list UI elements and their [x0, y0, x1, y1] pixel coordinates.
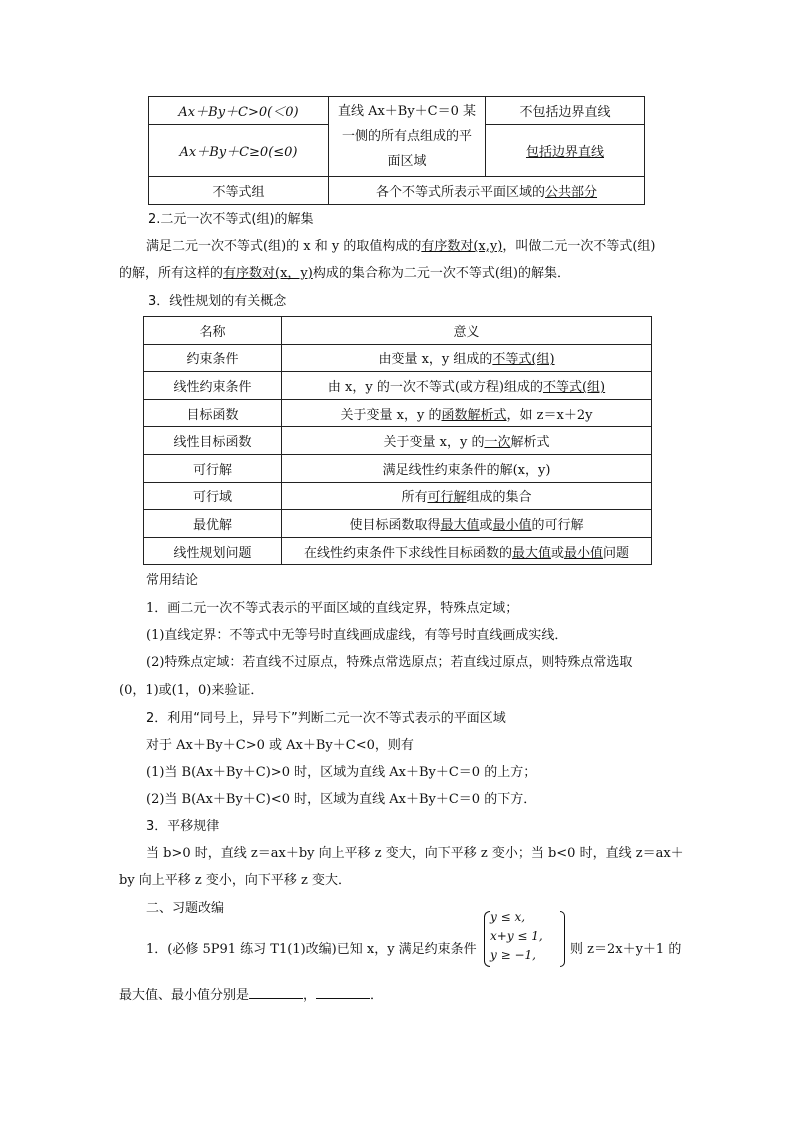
table-row	[144, 454, 652, 482]
text: 满足二元一次不等式(组)的 x 和 y 的取值构成的	[146, 239, 422, 254]
table-row	[144, 372, 652, 400]
text: 在线性约束条件下求线性目标函数的	[303, 545, 512, 561]
table-row	[149, 97, 645, 125]
text: ．	[370, 988, 384, 1003]
paragraph-line: by 向上平移 z 变小，向下平移 z 变大．	[119, 873, 352, 888]
text: 使目标函数取得	[349, 517, 441, 533]
term-cell: 可行解	[144, 454, 282, 482]
text: 满足线性约束条件的解(x，y)	[382, 462, 551, 478]
table-header-cell: 意义	[282, 317, 652, 345]
section-heading: 3．线性规划的有关概念	[148, 294, 287, 309]
term-cell: 线性规划问题	[144, 537, 282, 565]
meaning-cell	[282, 427, 652, 455]
text: ，叫做二元一次不等式(组)	[502, 239, 656, 254]
meaning-cell	[282, 537, 652, 565]
text: 组成的集合	[466, 490, 532, 506]
cell-underlined: 公共部分	[545, 185, 598, 200]
table-cell: 不等式组	[149, 177, 329, 205]
question-text: 1．(必修 5P91 练习 T1(1)改编)已知 x，y 满足约束条件	[146, 942, 477, 957]
table-row	[144, 510, 652, 538]
section-heading: 2.二元一次不等式(组)的解集	[148, 212, 314, 227]
table-row	[144, 399, 652, 427]
text: 所有	[401, 490, 428, 506]
table-cell-merged	[329, 97, 486, 177]
text: 问题	[603, 545, 630, 561]
paragraph-line: (1)当 B(Ax＋By＋C)>0 时，区域为直线 Ax＋By＋C＝0 的上方；	[146, 765, 537, 780]
brace-right	[560, 911, 565, 967]
table-header-cell: 名称	[144, 317, 282, 345]
concept-table	[143, 316, 652, 565]
meaning-cell	[282, 344, 652, 372]
term-cell: 线性目标函数	[144, 427, 282, 455]
text: 或	[479, 517, 493, 533]
region-table	[148, 96, 645, 205]
meaning-cell	[282, 372, 652, 400]
underlined-text: 不等式(组)	[492, 352, 555, 368]
meaning-cell	[282, 454, 652, 482]
meaning-cell	[282, 510, 652, 538]
text: 最大值、最小值分别是	[119, 988, 250, 1003]
text: 由 x，y 的一次不等式(或方程)组成的	[327, 379, 543, 395]
constraint-line: y ≤ x,	[490, 910, 526, 924]
table-cell: 包括边界直线	[486, 125, 645, 177]
table-row	[144, 537, 652, 565]
cell-line: 直线 Ax＋By＋C＝0 某	[337, 104, 477, 119]
text: 或	[550, 545, 564, 561]
paragraph-line	[119, 262, 570, 281]
section-heading: 二、习题改编	[146, 901, 225, 916]
underlined-text: 最小值	[492, 517, 532, 533]
text: 构成的集合称为二元一次不等式(组)的解集．	[312, 266, 570, 281]
paragraph-line: 当 b>0 时，直线 z＝ax＋by 向上平移 z 变大，向下平移 z 变小；当 b<0 时，直线 z＝ax＋	[146, 846, 684, 861]
text: 关于变量 x，y 的	[383, 435, 485, 451]
text: 的可行解	[531, 517, 584, 533]
meaning-cell	[282, 399, 652, 427]
text: 解析式	[510, 435, 550, 451]
paragraph-line: (0，1)或(1，0)来验证．	[119, 683, 264, 698]
answer-blank[interactable]	[249, 986, 303, 999]
cell-line: 面区域	[387, 154, 427, 169]
term-cell: 约束条件	[144, 344, 282, 372]
constraint-line: x+y ≤ 1,	[490, 929, 543, 943]
meaning-cell	[282, 482, 652, 510]
table-cell: 不包括边界直线	[486, 97, 645, 125]
term-cell: 线性约束条件	[144, 372, 282, 400]
section-heading: 常用结论	[146, 573, 199, 588]
table-row	[144, 482, 652, 510]
underlined-text: 有序数对(x，y)	[223, 266, 313, 281]
text: 由变量 x，y 组成的	[378, 352, 493, 368]
term-cell: 可行域	[144, 482, 282, 510]
paragraph-line: (2)特殊点定域：若直线不过原点，特殊点常选原点；若直线过原点，则特殊点常选取	[146, 655, 633, 670]
underlined-text: 可行解	[427, 490, 467, 506]
paragraph-line: 2．利用“同号上，异号下”判断二元一次不等式表示的平面区域	[146, 711, 506, 726]
constraint-system	[484, 910, 564, 970]
constraint-line: y ≥ −1,	[490, 948, 536, 962]
table-row	[149, 177, 645, 205]
table-row	[144, 427, 652, 455]
table-body	[144, 344, 652, 565]
underlined-text: 最大值	[440, 517, 480, 533]
paragraph-line	[146, 235, 655, 254]
table-cell: Ax＋By＋C≥0(≤0)	[149, 125, 329, 177]
term-cell: 最优解	[144, 510, 282, 538]
table-header-row	[144, 317, 652, 345]
text: 关于变量 x，y 的	[340, 407, 442, 423]
text: 的解，所有这样的	[119, 266, 224, 281]
table-cell: Ax＋By＋C>0(＜0)	[149, 97, 329, 125]
answer-blank[interactable]	[316, 986, 370, 999]
section-heading: 3．平移规律	[146, 819, 220, 834]
table-cell	[329, 177, 645, 205]
question-text: 则 z＝2x＋y＋1 的	[570, 942, 682, 957]
cell-line: 一侧的所有点组成的平	[341, 129, 472, 144]
cell-text: 各个不等式所表示平面区域的	[375, 185, 545, 200]
paragraph-line: (2)当 B(Ax＋By＋C)<0 时，区域为直线 Ax＋By＋C＝0 的下方．	[146, 792, 537, 807]
paragraph-line: 对于 Ax＋By＋C>0 或 Ax＋By＋C<0，则有	[146, 738, 414, 753]
text: ，	[303, 988, 317, 1003]
underlined-text: 最大值	[511, 545, 551, 561]
underlined-text: 有序数对(x,y)	[421, 239, 503, 254]
text: ，如 z＝x＋2y	[506, 407, 593, 423]
paragraph-line: (1)直线定界：不等式中无等号时直线画成虚线，有等号时直线画成实线．	[146, 628, 568, 643]
underlined-text: 一次	[484, 435, 511, 451]
underlined-text: 函数解析式	[441, 407, 507, 423]
term-cell: 目标函数	[144, 399, 282, 427]
table-row	[144, 344, 652, 372]
underlined-text: 最小值	[564, 545, 604, 561]
underlined-text: 不等式(组)	[542, 379, 606, 395]
question-line	[119, 984, 383, 1003]
paragraph-line: 1．画二元一次不等式表示的平面区域的直线定界，特殊点定域；	[146, 601, 519, 616]
